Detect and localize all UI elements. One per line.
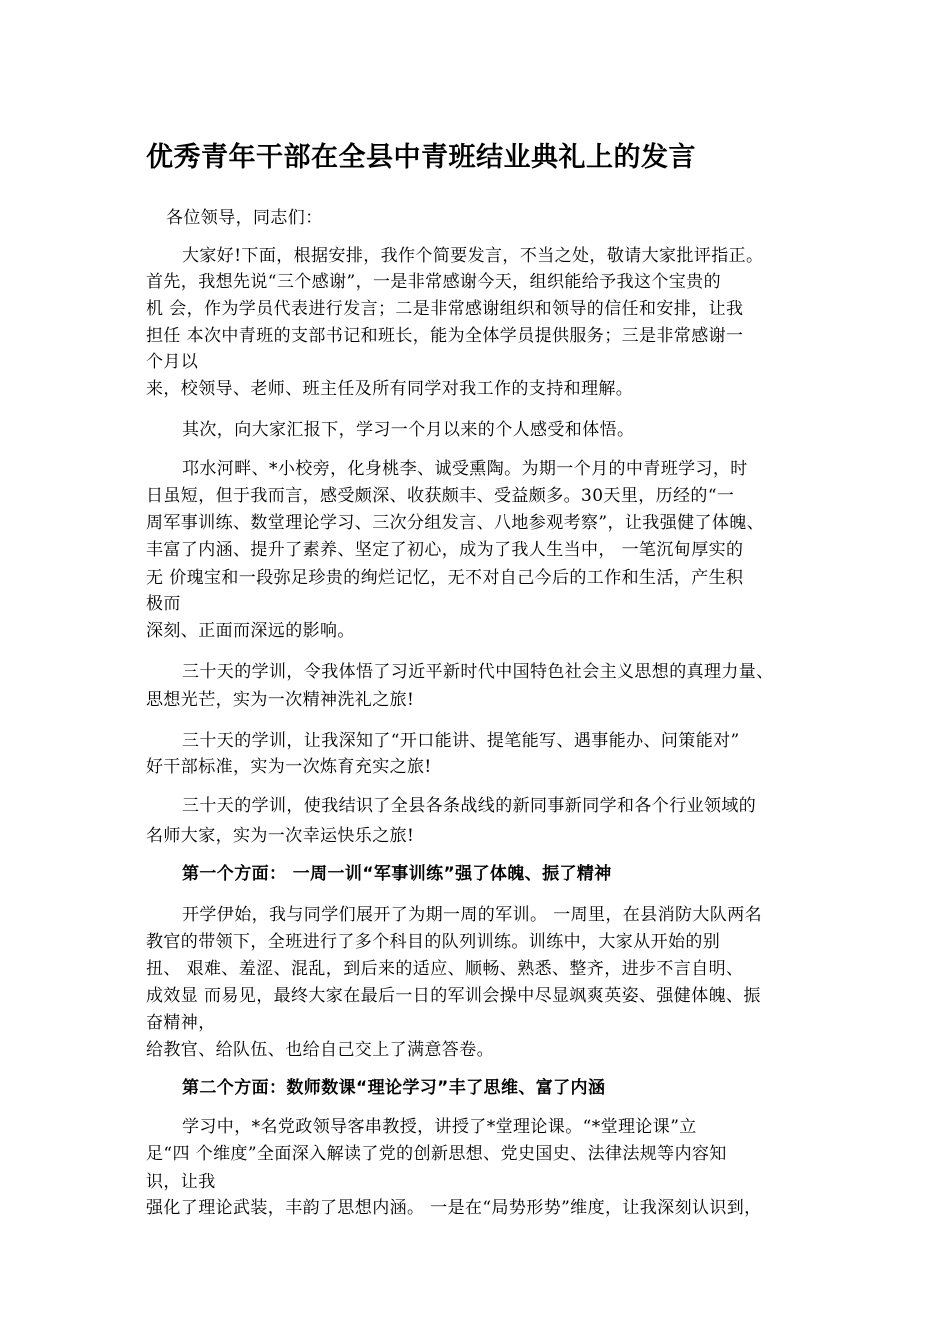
body-line: 识，让我 (146, 1172, 216, 1192)
body-line: 成效显 而易见，最终大家在最后一日的军训会操中尽显飒爽英姿、强健体魄、振 (146, 986, 761, 1006)
body-line: 三十天的学训，让我深知了“开口能讲、提笔能写、遇事能办、问策能对” (182, 731, 740, 751)
salutation-line: 各位领导，同志们： (166, 208, 323, 228)
section-heading-1: 第一个方面： 一周一训“军事训练”强了体魄、振了精神 (182, 864, 612, 884)
body-line: 个月以 (146, 352, 199, 372)
body-line: 来，校领导、老师、班主任及所有同学对我工作的支持和理解。 (146, 379, 634, 399)
body-line: 名师大家，实为一次幸运快乐之旅! (146, 826, 415, 846)
body-line: 三十天的学训，使我结识了全县各条战线的新同事新同学和各个行业领域的 (182, 796, 757, 816)
body-line: 好干部标准，实为一次炼育充实之旅! (146, 757, 432, 777)
body-line: 丰富了内涵、提升了素养、坚定了初心，成为了我人生当中， 一笔沉甸厚实的 (146, 540, 744, 560)
body-line: 担任 本次中青班的支部书记和班长，能为全体学员提供服务；三是非常感谢一 (146, 326, 744, 346)
body-line: 足“四 个维度”全面深入解读了党的创新思想、党史国史、法律法规等内容知 (146, 1144, 727, 1164)
body-line: 教官的带领下，全班进行了多个科目的队列训练。训练中，大家从开始的别 (146, 932, 721, 952)
body-line: 思想光芒，实为一次精神洗礼之旅! (146, 690, 415, 710)
body-line: 邛水河畔、*小校旁，化身桃李、诚受熏陶。为期一个月的中青班学习，时 (182, 459, 748, 479)
body-line: 大家好!下面，根据安排，我作个简要发言，不当之处，敬请大家批评指正。 (182, 246, 764, 266)
body-line: 给教官、给队伍、也给自己交上了满意答卷。 (146, 1040, 494, 1060)
body-line: 扭、 艰难、羞涩、混乱，到后来的适应、顺畅、熟悉、整齐，进步不言自明、 (146, 959, 744, 979)
body-line: 开学伊始，我与同学们展开了为期一周的军训。 一周里，在县消防大队两名 (182, 905, 763, 925)
section-heading-2: 第二个方面：数师数课“理论学习”丰了思维、富了内涵 (182, 1078, 606, 1098)
body-line: 无 价瑰宝和一段弥足珍贵的绚烂记忆，无不对自己今后的工作和生活，产生积 (146, 568, 744, 588)
body-line: 强化了理论武装，丰韵了思想内涵。 一是在“局势形势”维度，让我深刻认识到， (146, 1198, 762, 1218)
body-line: 机 会，作为学员代表进行发言；二是非常感谢组织和领导的信任和安排，让我 (146, 299, 744, 319)
body-line: 学习中，*名党政领导客串教授，讲授了*堂理论课。“*堂理论课”立 (182, 1117, 697, 1137)
body-line: 其次，向大家汇报下，学习一个月以来的个人感受和体悟。 (182, 420, 635, 440)
body-line: 周军事训练、数堂理论学习、三次分组发言、八地参观考察”，让我强健了体魄、 (146, 513, 765, 533)
body-line: 三十天的学训，令我体悟了习近平新时代中国特色社会主义思想的真理力量、 (182, 662, 774, 682)
body-line: 奋精神， (146, 1013, 216, 1033)
body-line: 日虽短，但于我而言，感受颇深、收获颇丰、受益颇多。30天里，历经的“一 (146, 486, 735, 506)
document-title: 优秀青年干部在全县中青班结业典礼上的发言 (146, 142, 696, 173)
body-line: 首先，我想先说“三个感谢”，一是非常感谢今天，组织能给予我这个宝贵的 (146, 272, 721, 292)
body-line: 深刻、正面而深远的影响。 (146, 621, 355, 641)
body-line: 极而 (146, 594, 181, 614)
